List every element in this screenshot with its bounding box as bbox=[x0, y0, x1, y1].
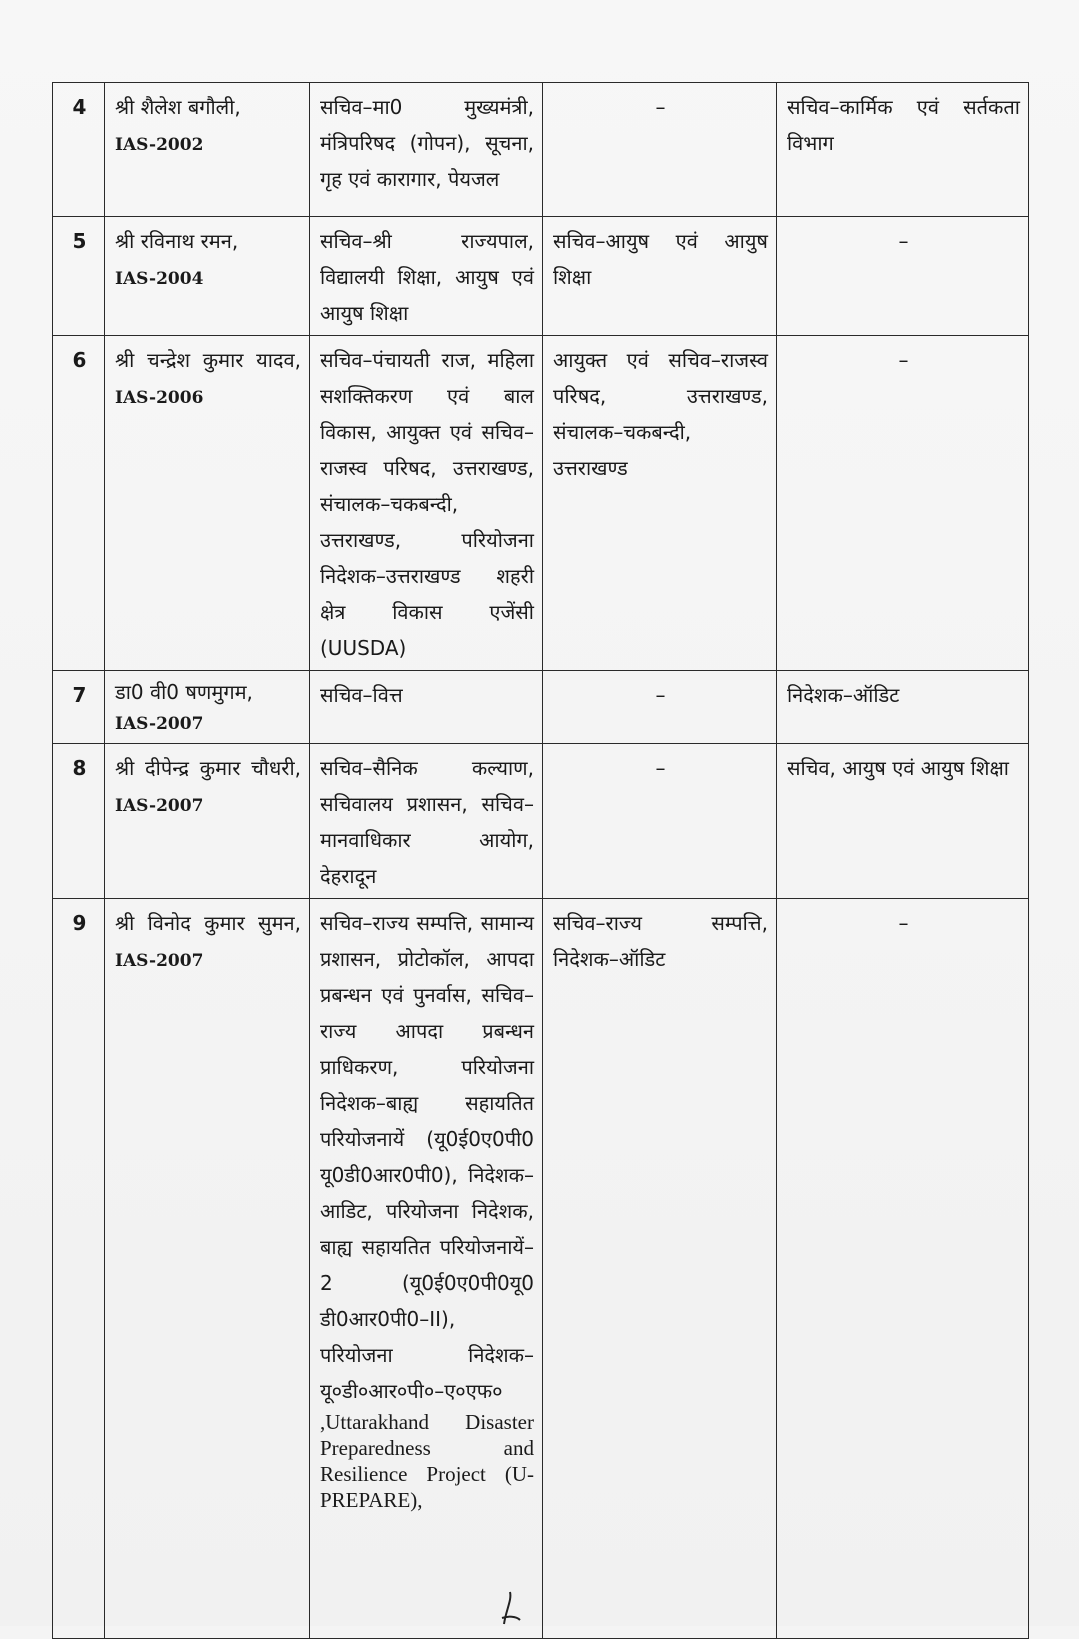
additional-charge: सचिव, आयुष एवं आयुष शिक्षा bbox=[777, 744, 1029, 899]
relieved-posting: सचिव–राज्य सम्पत्ति, निदेशक–ऑडिट bbox=[543, 899, 777, 1639]
table-row bbox=[53, 83, 1029, 217]
table-row bbox=[53, 671, 1029, 744]
officer-name: श्री चन्द्रेश कुमार यादव, bbox=[115, 348, 301, 372]
current-posting: सचिव–वित्त bbox=[310, 671, 543, 744]
ias-batch: IAS-2006 bbox=[115, 388, 204, 408]
additional-charge: सचिव–कार्मिक एवं सर्तकता विभाग bbox=[777, 83, 1029, 217]
relieved-posting-cell bbox=[543, 671, 777, 744]
relieved-posting: – bbox=[655, 756, 666, 780]
additional-charge: निदेशक–ऑडिट bbox=[777, 671, 1029, 744]
officer-name: डा0 वी0 षणमुगम, bbox=[115, 680, 253, 704]
additional-charge-cell bbox=[777, 899, 1029, 1639]
signature-mark bbox=[498, 1590, 522, 1626]
officer-name-cell bbox=[105, 336, 310, 671]
current-posting-cell bbox=[310, 899, 543, 1639]
relieved-posting: – bbox=[655, 683, 666, 707]
officer-name: श्री रविनाथ रमन, bbox=[115, 229, 239, 253]
additional-charge: – bbox=[898, 911, 909, 935]
relieved-posting: सचिव–आयुष एवं आयुष शिक्षा bbox=[543, 217, 777, 336]
officer-name: श्री दीपेन्द्र कुमार चौधरी, bbox=[115, 756, 301, 780]
serial-number: 8 bbox=[53, 744, 105, 899]
current-posting: सचिव–पंचायती राज, महिला सशक्तिकरण एवं बाल विकास, आयुक्त एवं सचिव–राजस्व परिषद, उत्तराखण्ड, संचालक–चकबन्दी, उत्तराखण्ड, परियोजना निदेशक–उत्तराखण्ड शहरी क्षेत्र विकास एजेंसी (UUSDA) bbox=[310, 336, 543, 671]
serial-number: 9 bbox=[53, 899, 105, 1639]
officer-transfer-table bbox=[52, 82, 1029, 1639]
ias-batch: IAS-2002 bbox=[115, 135, 204, 155]
current-posting: सचिव–मा0 मुख्यमंत्री, मंत्रिपरिषद (गोपन), सूचना, गृह एवं कारागार, पेयजल bbox=[310, 83, 543, 217]
table-row bbox=[53, 336, 1029, 671]
table-row bbox=[53, 899, 1029, 1639]
relieved-posting-cell bbox=[543, 83, 777, 217]
ias-batch: IAS-2004 bbox=[115, 269, 204, 289]
current-posting: सचिव–राज्य सम्पत्ति, सामान्य प्रशासन, प्रोटोकॉल, आपदा प्रबन्धन एवं पुनर्वास, सचिव–राज्य आपदा प्रबन्धन प्राधिकरण, परियोजना निदेशक–बाह्य सहायतित परियोजनायें (यू0ई0ए0पी0 यू0डी0आर0पी0), निदेशक–आडिट, परियोजना निदेशक, बाह्य सहायतित परियोजनायें–2 (यू0ई0ए0पी0यू0 डी0आर0पी0–II), परियोजना निदेशक–यू०डी०आर०पी०–ए०एफ० bbox=[320, 911, 534, 1403]
serial-number: 6 bbox=[53, 336, 105, 671]
serial-number: 4 bbox=[53, 83, 105, 217]
additional-charge: – bbox=[898, 348, 909, 372]
current-posting: सचिव–श्री राज्यपाल, विद्यालयी शिक्षा, आयुष एवं आयुष शिक्षा bbox=[310, 217, 543, 336]
officer-name-cell bbox=[105, 744, 310, 899]
additional-charge: – bbox=[898, 229, 909, 253]
ias-batch: IAS-2007 bbox=[115, 714, 204, 734]
ias-batch: IAS-2007 bbox=[115, 951, 204, 971]
table-row bbox=[53, 744, 1029, 899]
ias-batch: IAS-2007 bbox=[115, 796, 204, 816]
current-posting: सचिव–सैनिक कल्याण, सचिवालय प्रशासन, सचिव–मानवाधिकार आयोग, देहरादून bbox=[310, 744, 543, 899]
officer-name-cell bbox=[105, 217, 310, 336]
officer-name: श्री शैलेश बगौली, bbox=[115, 95, 241, 119]
officer-name: श्री विनोद कुमार सुमन, bbox=[115, 911, 301, 935]
relieved-posting-cell bbox=[543, 744, 777, 899]
relieved-posting: – bbox=[655, 95, 666, 119]
officer-name-cell bbox=[105, 671, 310, 744]
additional-charge-cell bbox=[777, 336, 1029, 671]
officer-name-cell bbox=[105, 83, 310, 217]
serial-number: 5 bbox=[53, 217, 105, 336]
additional-charge-cell bbox=[777, 217, 1029, 336]
current-posting-english: ,Uttarakhand Disaster Preparedness and Resilience Project (U-PREPARE), bbox=[320, 1410, 534, 1512]
officer-name-cell bbox=[105, 899, 310, 1639]
relieved-posting: आयुक्त एवं सचिव–राजस्व परिषद, उत्तराखण्ड, संचालक–चकबन्दी, उत्तराखण्ड bbox=[543, 336, 777, 671]
table-row bbox=[53, 217, 1029, 336]
serial-number: 7 bbox=[53, 671, 105, 744]
